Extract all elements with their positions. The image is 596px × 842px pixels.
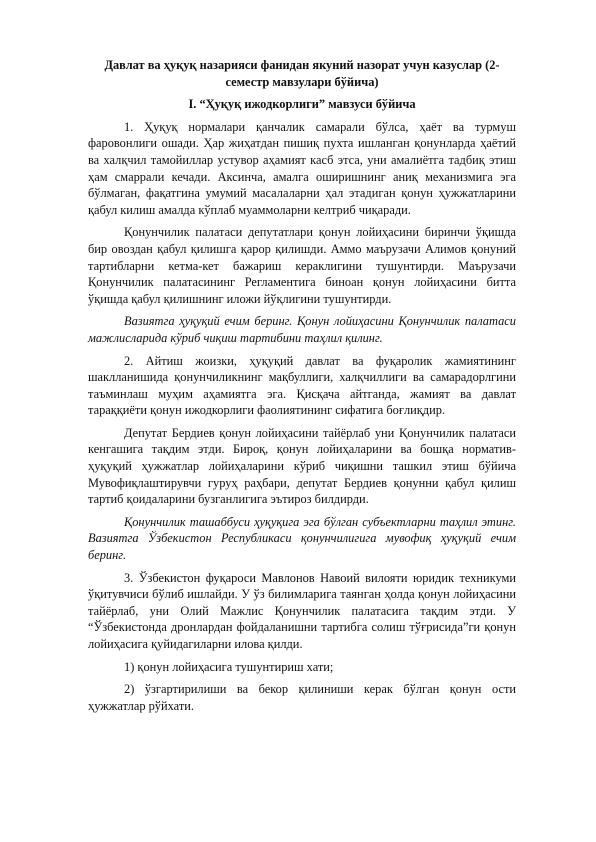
case-2-situation: Депутат Бердиев қонун лойиҳасини тайёрлаб уни Қонунчилик палатаси кенгашига тақдим этди. Бироқ, қонун лойиҳаларини ва бошқа норматив-ҳуқуқий ҳужжатлар лойиҳаларини кўриб чиқишни ташкил этиш бўйича Мувофиқлаштирувчи гуруҳ раҳбари, депутат Бердиев қонунни қабул қилиш тартиб қоидаларини бузганлигига эътироз билдирди. <box>88 425 516 507</box>
case-1-situation: Қонунчилик палатаси депутатлари қонун лойиҳасини биринчи ўқишда бир овоздан қабул қилишга қарор қилишди. Аммо маърузачи Алимов қонуний тартибларни кетма-кет бажариш кераклигини тушунтирди. Маърузачи Қонунчилик палатасининг Регламентига биноан қонун лойиҳасини битта ўқишда қабул қилишнинг иложи йўқлигини тушунтирди. <box>88 225 516 306</box>
case-1-task: Вазиятга ҳуқуқий ечим беринг. Қонун лойиҳасини Қонунчилик палатаси мажлисларида кўриб чиқиш тартибини таҳлил қилинг. <box>88 314 516 345</box>
case-3-list-item-2: 2) ўзгартирилиши ва бекор қилиниши керак бўлган қонун ости ҳужжатлар рўйхати. <box>88 682 516 713</box>
case-2-text: 2. Айтиш жоизки, ҳуқуқий давлат ва фуқаролик жамиятининг шаклланишида қонунчиликнинг мақбуллиги, халқчиллиги ва самарадорлгини таъминлаш муҳим аҳамиятга эга. Қисқача айтганда, жамият ва давлат тараққиёти қонун ижодкорлиги фаолиятининг сифатига боғлиқдир. <box>88 353 516 418</box>
case-3-list-item-1: 1) қонун лойиҳасига тушунтириш хати; <box>124 659 334 674</box>
case-1-text: 1. Ҳуқуқ нормалари қанчалик самарали бўлса, ҳаёт ва турмуш фаровонлиги ошади. Ҳар жиҳатдан пишиқ пухта ишланган қонунларда ҳаётий ва халқчил тамойиллар устувор аҳамият касб этса, уни амалиётга тадбиқ этиш ҳам смаррали кечади. Аксинча, амалга оширишнинг аниқ механизмига эга бўлмаган, фақатгина умумий масалаларни ҳал этадиган қонун ҳужжатларини қабул килиш амалда кўплаб муаммоларни келтриб чиқаради. <box>88 119 516 217</box>
section-heading: I. “Ҳуқуқ ижодкорлиги” мавзуси бўйича <box>188 97 416 112</box>
case-2-task: Қонунчилик ташаббуси ҳуқуқига эга бўлган субъектларни таҳлил этинг. Вазиятга Ўзбекистон Республикаси қонунчилигига мувофиқ ҳуқуқий ечим беринг. <box>88 514 516 563</box>
case-3-text: 3. Ўзбекистон фуқароси Мавлонов Навоий вилояти юридик техникуми ўқитувчиси бўлиб ишлайди. У ўз билимларига таянган ҳолда қонун лойиҳасини тайёрлаб, уни Олий Мажлис Қонунчилик палатасига тақдим этди. У “Ўзбекистонда дронлардан фойдаланишни тартибга солиш тўғрисида”ги қонун лойиҳасига қуйидагиларни илова қилди. <box>88 570 516 651</box>
document-title: Давлат ва ҳуқуқ назарияси фанидан якуний назорат учун казуслар (2-семестр мавзулари бўйича) <box>104 58 500 89</box>
